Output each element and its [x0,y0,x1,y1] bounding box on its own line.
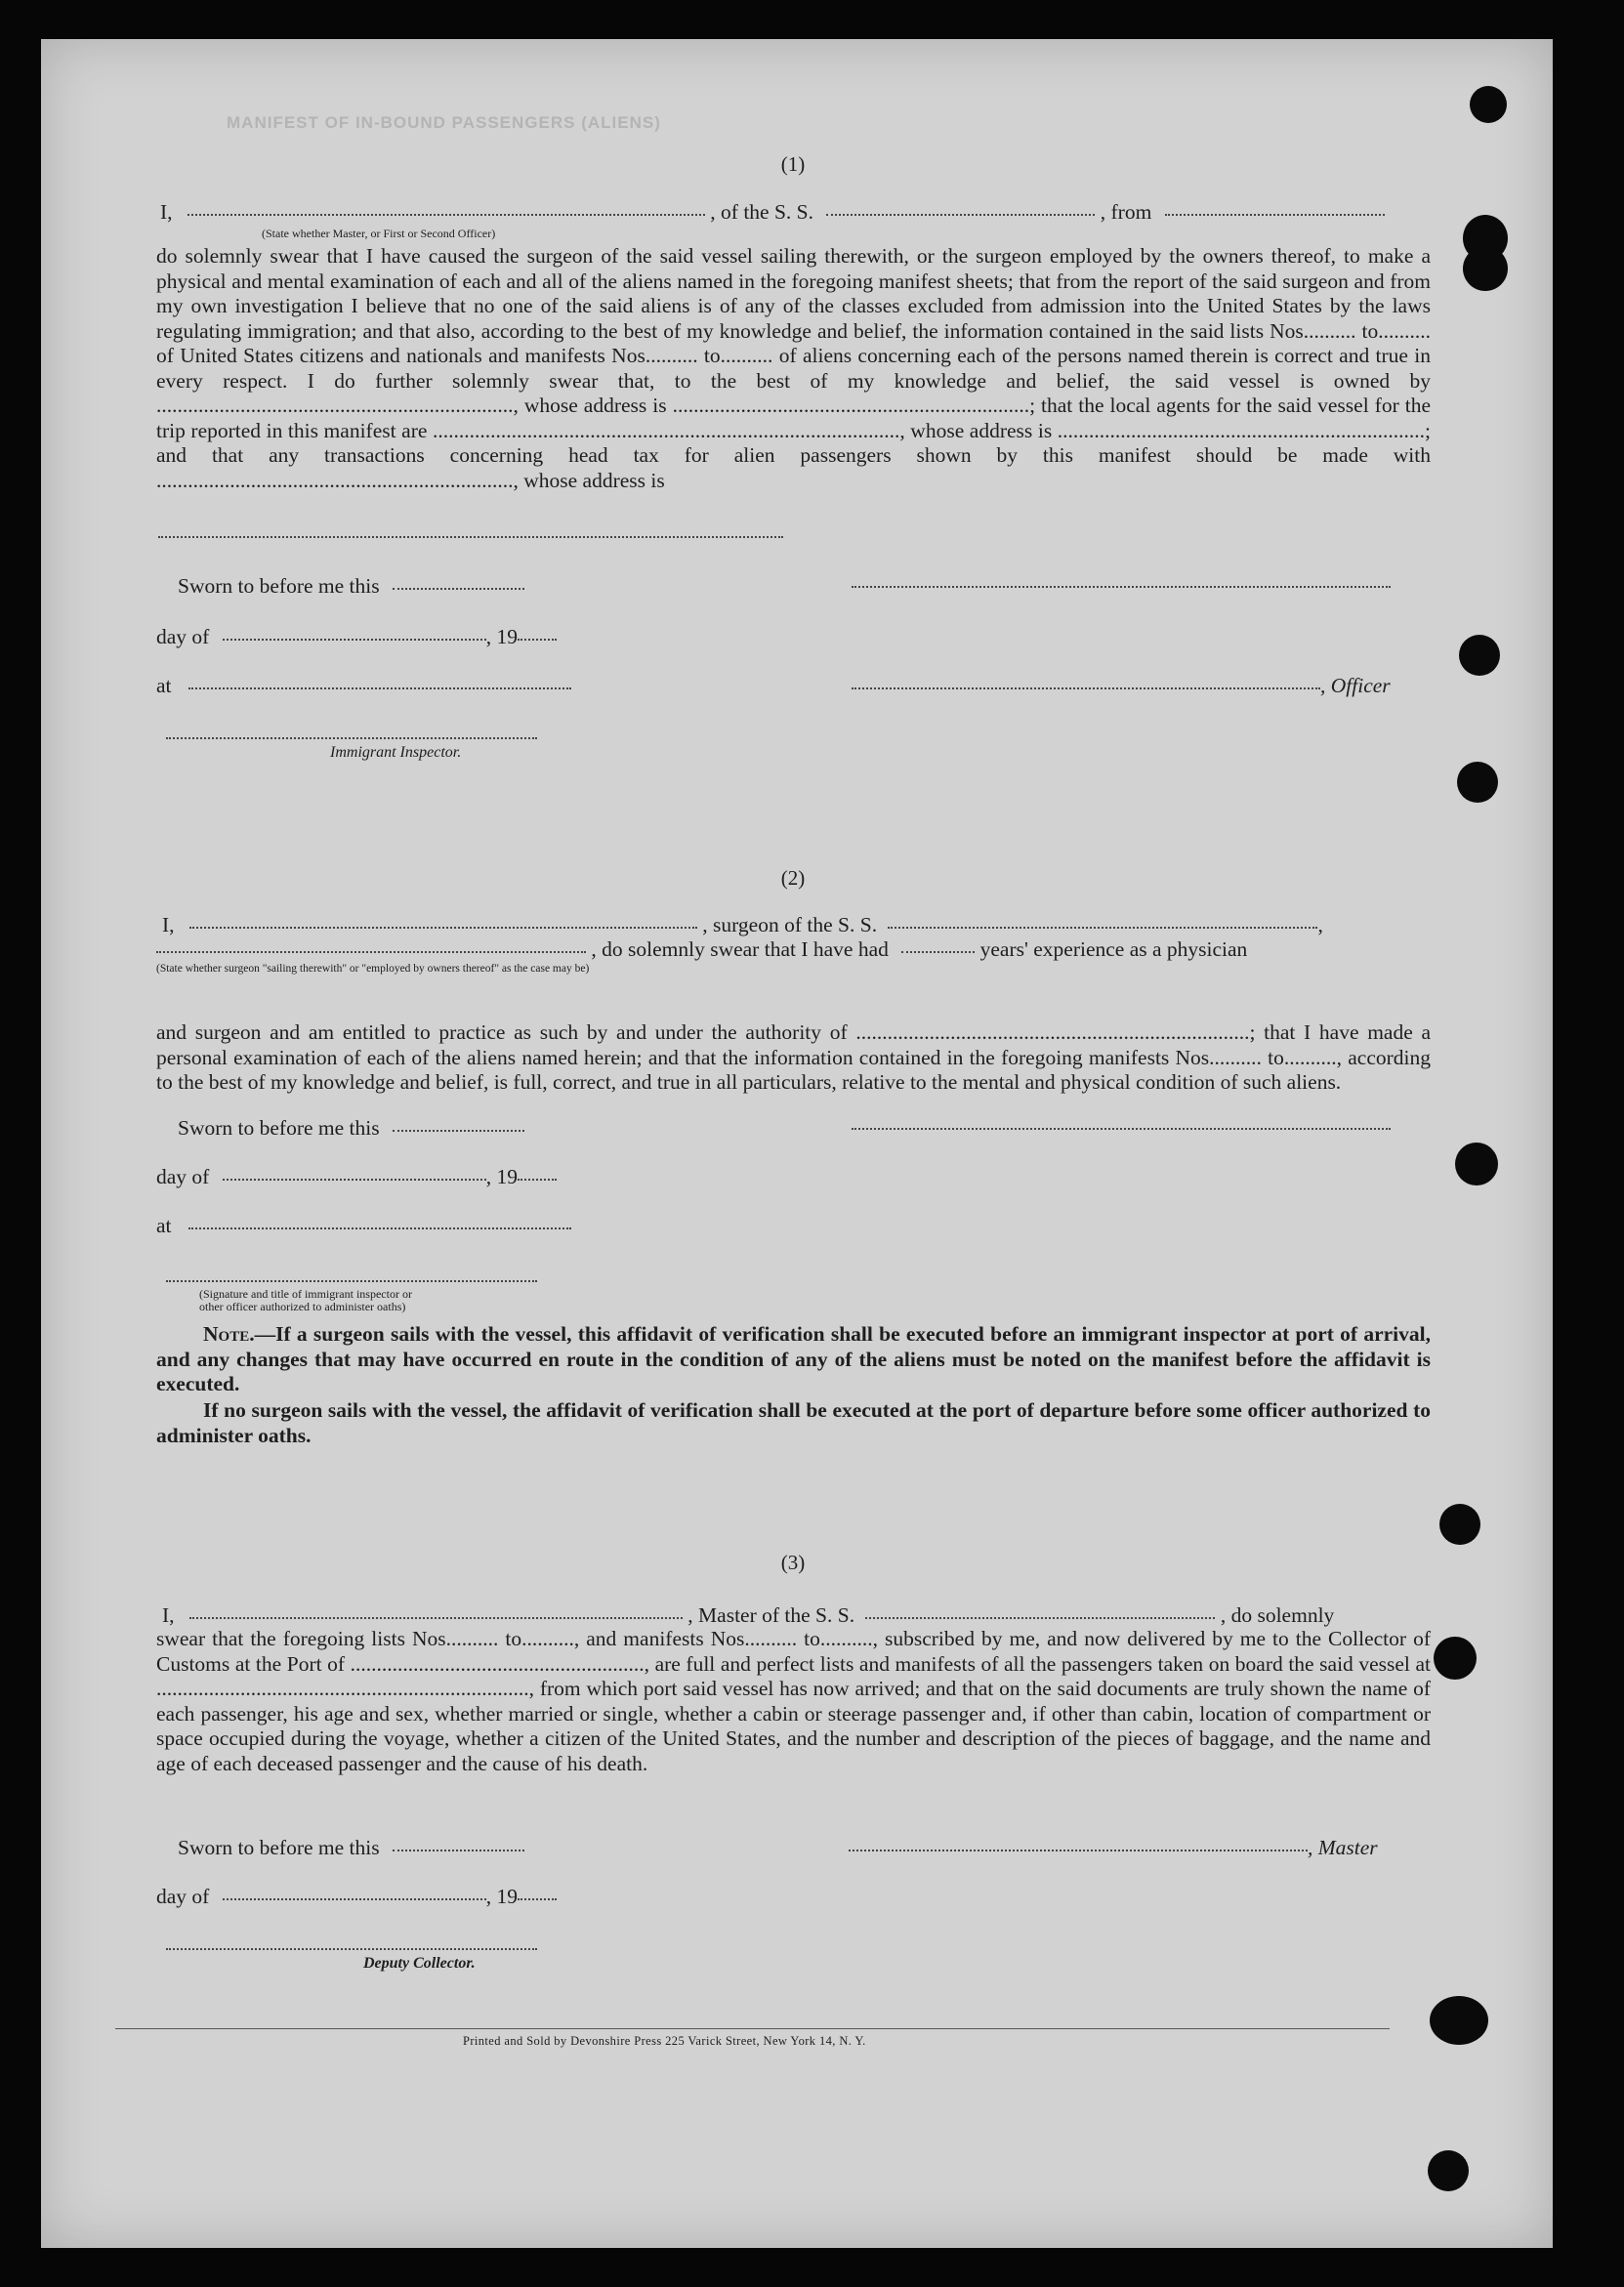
surgeon-vessel-field[interactable] [888,926,1317,929]
master-name-field[interactable] [187,213,705,216]
day-of-field-3[interactable] [223,1897,486,1900]
section-2-at: at [156,1214,571,1238]
section-2-day-of: day of , 19 [156,1165,557,1189]
section-2-line-1: I, , surgeon of the S. S. , [162,913,1323,936]
section-2-inspector-line[interactable] [166,1280,537,1282]
deputy-caption: Deputy Collector. [363,1955,476,1972]
footer-rule [115,2028,1390,2029]
surgeon-caption: (State whether surgeon "sailing therewith" or "employed by owners thereof" as the case may be) [156,963,590,975]
signature-caption-1: (Signature and title of immigrant inspector or [199,1287,412,1301]
punch-hole [1434,1637,1477,1680]
punch-hole [1455,1143,1498,1185]
year-field-2[interactable] [518,1178,557,1181]
years-field[interactable] [901,950,975,953]
section-3-line-1: I, , Master of the S. S. , do solemnly [162,1603,1335,1627]
section-1-at: at [156,674,571,698]
punch-hole [1428,2150,1469,2191]
section-2-sworn: Sworn to before me this [178,1116,524,1141]
printer-credit: Printed and Sold by Devonshire Press 225 Varick Street, New York 14, N. Y. [463,2034,866,2048]
master-signature-line[interactable] [849,1849,1308,1851]
deputy-signature-line[interactable] [166,1948,537,1950]
day-of-field[interactable] [223,638,486,641]
punch-hole [1463,246,1508,291]
section-1-body: do solemnly swear that I have caused the surgeon of the said vessel sailing therewith, or the surgeon employed by the owners thereof, to make a physical and mental examination of each and all of the aliens named in the foregoing manifest sheets; that from the report of the said surgeon and from my own investigation I believe that no one of the said aliens is of any of the classes excluded from admission into the United States by the laws regulating immigration; and that also, according to the best of my knowledge and belief, the information contained in the said lists Nos.......... to.......... of United States citizens and nationals and manifests Nos.......... to.......... of aliens concerning each of the persons named therein is correct and true in every respect. I do further solemnly swear that, to the best of my knowledge and belief, the said vessel is owned by ...................................................................., whose address is ....................................................................; that the local agents for the said vessel for the trip reported in this manifest are ........................................................................................., whose address is ......................................................................; and that any transactions concerning head tax for alien passengers shown by this manifest should be made with ...................................................................., whose address is [156,244,1431,492]
vessel-name-field[interactable] [826,213,1095,216]
sworn-date-field[interactable] [393,587,524,590]
signature-caption-2: other officer authorized to administer oaths) [199,1300,406,1313]
at-field-2[interactable] [188,1227,571,1229]
section-1-sworn: Sworn to before me this [178,574,524,599]
section-2-number: (2) [780,866,806,890]
section-1-signature-line[interactable] [852,586,1391,588]
punch-hole [1459,635,1500,676]
master-signature: , Master [849,1836,1378,1860]
punch-hole [1430,1996,1488,2045]
inspector-caption: Immigrant Inspector. [330,744,462,761]
surgeon-name-field[interactable] [189,926,697,929]
inspector-signature-line[interactable] [166,737,537,739]
section-1-number: (1) [780,152,806,176]
section-1-trailing-line[interactable] [158,536,783,538]
section-3-day-of: day of , 19 [156,1885,557,1909]
section-3-number: (3) [780,1551,806,1574]
section-1-line-1: I, , of the S. S. , from [160,200,1385,225]
surgeon-note: Note.—If a surgeon sails with the vessel, this affidavit of verification shall be executed before an immigrant inspector at port of arrival, and any changes that may have occurred en route in the condition of any of the aliens must be noted on the manifest before the affidavit is executed. [156,1322,1431,1395]
section-2-body: and surgeon and am entitled to practice as such by and under the authority of ...........................................................................; that I have made a personal examination of each of the aliens named herein; and that the information contained in the foregoing manifests Nos.......... to.........., according to the best of my knowledge and belief, is full, correct, and true in all particulars, relative to the mental and physical condition of such aliens. [156,1020,1431,1094]
master-name-field-3[interactable] [189,1616,683,1619]
section-1-day-of: day of , 19 [156,625,557,649]
punch-hole [1470,86,1507,123]
at-field[interactable] [188,686,571,689]
punch-hole [1439,1504,1480,1545]
sworn-date-field-3[interactable] [393,1849,524,1851]
sworn-date-field-2[interactable] [393,1129,524,1132]
section-2-line-2: , do solemnly swear that I have had years' experience as a physician [156,937,1247,962]
surgeon-status-field[interactable] [156,950,586,953]
section-3-body: swear that the foregoing lists Nos.......... to.........., and manifests Nos.......... to.........., subscribed by me, and now delivered by me to the Collector of Customs at the Port of ........................................................, are full and perfect lists and manifests of all the passengers taken on board the said vessel at ......................................................................., from which port said vessel has now arrived; and that on the said documents are truly shown the name of each passenger, his age and sex, whether married or single, whether a cabin or steerage passenger and, if other than cabin, location of compartment or space occupied during the voyage, whether a citizen of the United States, and the number and description of the pieces of baggage, and the name and age of each deceased passenger and the cause of his death. [156,1627,1431,1775]
surgeon-note-2: If no surgeon sails with the vessel, the affidavit of verification shall be executed at the port of departure before some officer authorized to administer oaths. [156,1398,1431,1447]
day-of-field-2[interactable] [223,1178,486,1181]
year-field[interactable] [518,638,557,641]
section-3-sworn: Sworn to before me this [178,1836,524,1860]
section-2-signature-line[interactable] [852,1128,1391,1130]
punch-hole [1457,762,1498,803]
officer-signature: , Officer [852,674,1391,698]
faded-header-title: MANIFEST OF IN-BOUND PASSENGERS (ALIENS) [227,113,661,132]
master-vessel-field[interactable] [865,1616,1215,1619]
year-field-3[interactable] [518,1897,557,1900]
officer-signature-line[interactable] [852,686,1320,689]
document-page [41,39,1553,2248]
from-port-field[interactable] [1165,213,1385,216]
master-caption: (State whether Master, or First or Second Officer) [262,227,496,240]
